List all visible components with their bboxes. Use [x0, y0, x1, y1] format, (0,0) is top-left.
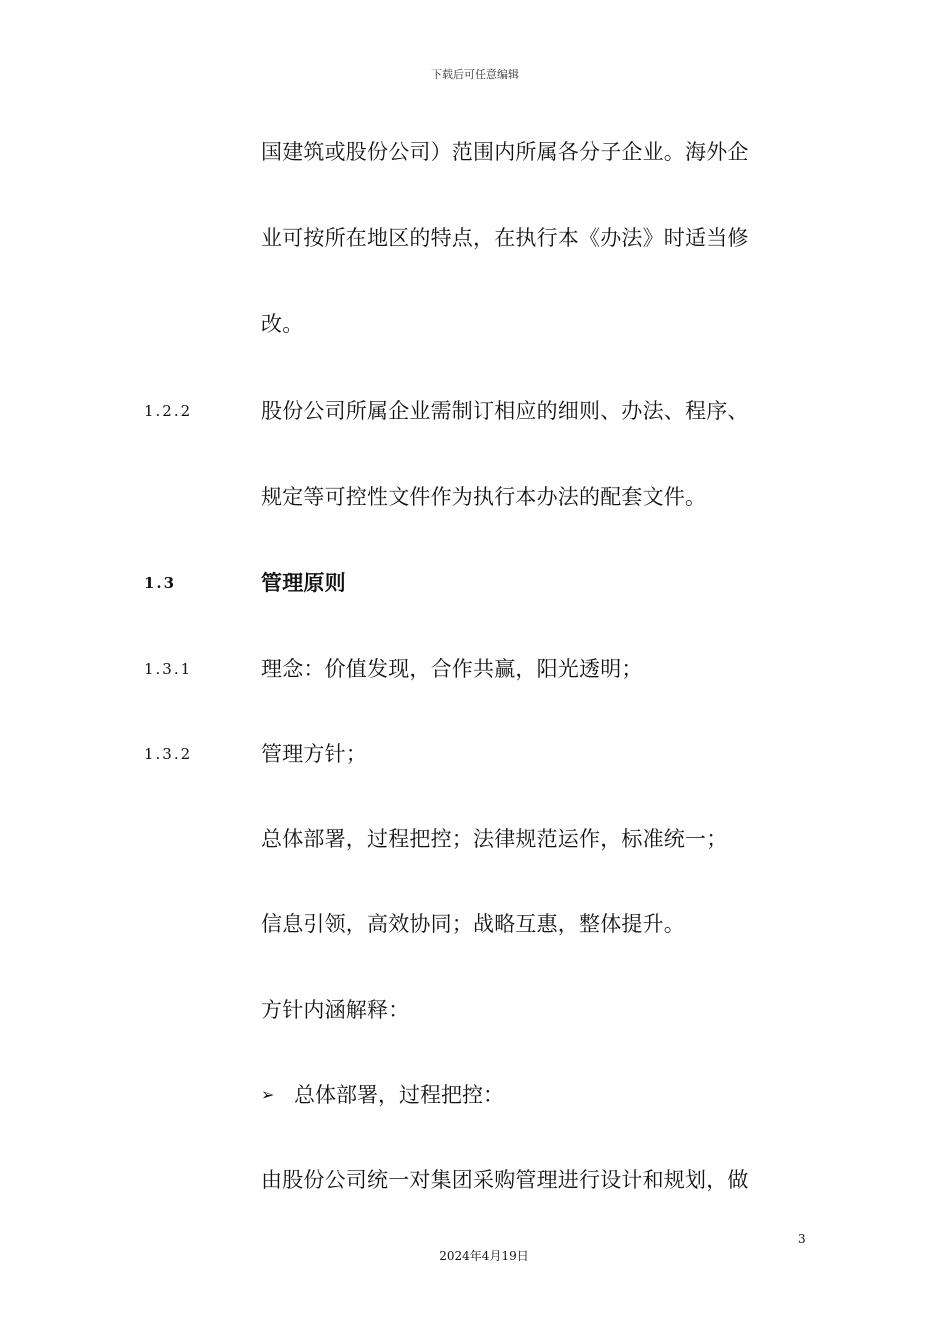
policy-line-1: 总体部署，过程把控；法律规范运作，标准统一； — [261, 827, 728, 851]
clause-number-1-2-2: 1.2.2 — [144, 402, 193, 420]
body-line-1: 国建筑或股份公司）范围内所属各分子企业。海外企 — [261, 140, 749, 164]
body-line-3: 改。 — [261, 312, 304, 336]
clause-1-3-2-text: 管理方针； — [261, 742, 367, 766]
bullet-item-text: 总体部署，过程把控： — [294, 1083, 504, 1107]
clause-number-1-3-1: 1.3.1 — [144, 660, 193, 678]
section-number-1-3: 1.3 — [144, 574, 177, 592]
body-last-line: 由股份公司统一对集团采购管理进行设计和规划，做 — [261, 1168, 749, 1192]
body-line-2: 业可按所在地区的特点，在执行本《办法》时适当修 — [261, 226, 749, 250]
clause-number-1-3-2: 1.3.2 — [144, 745, 193, 763]
policy-explanation-heading: 方针内涵解释： — [261, 998, 410, 1022]
section-title: 管理原则 — [261, 571, 346, 595]
clause-1-2-2-line-1: 股份公司所属企业需制订相应的细则、办法、程序、 — [261, 399, 749, 423]
clause-1-3-1-text: 理念：价值发现，合作共赢，阳光透明； — [261, 657, 643, 681]
page-header: 下载后可任意编辑 — [431, 68, 519, 81]
policy-line-2: 信息引领，高效协同；战略互惠，整体提升。 — [261, 912, 685, 936]
arrow-bullet-icon: ➢ — [261, 1085, 275, 1104]
footer-date: 2024年4月19日 — [439, 1249, 529, 1263]
page-number: 3 — [798, 1232, 806, 1246]
clause-1-2-2-line-2: 规定等可控性文件作为执行本办法的配套文件。 — [261, 485, 707, 509]
